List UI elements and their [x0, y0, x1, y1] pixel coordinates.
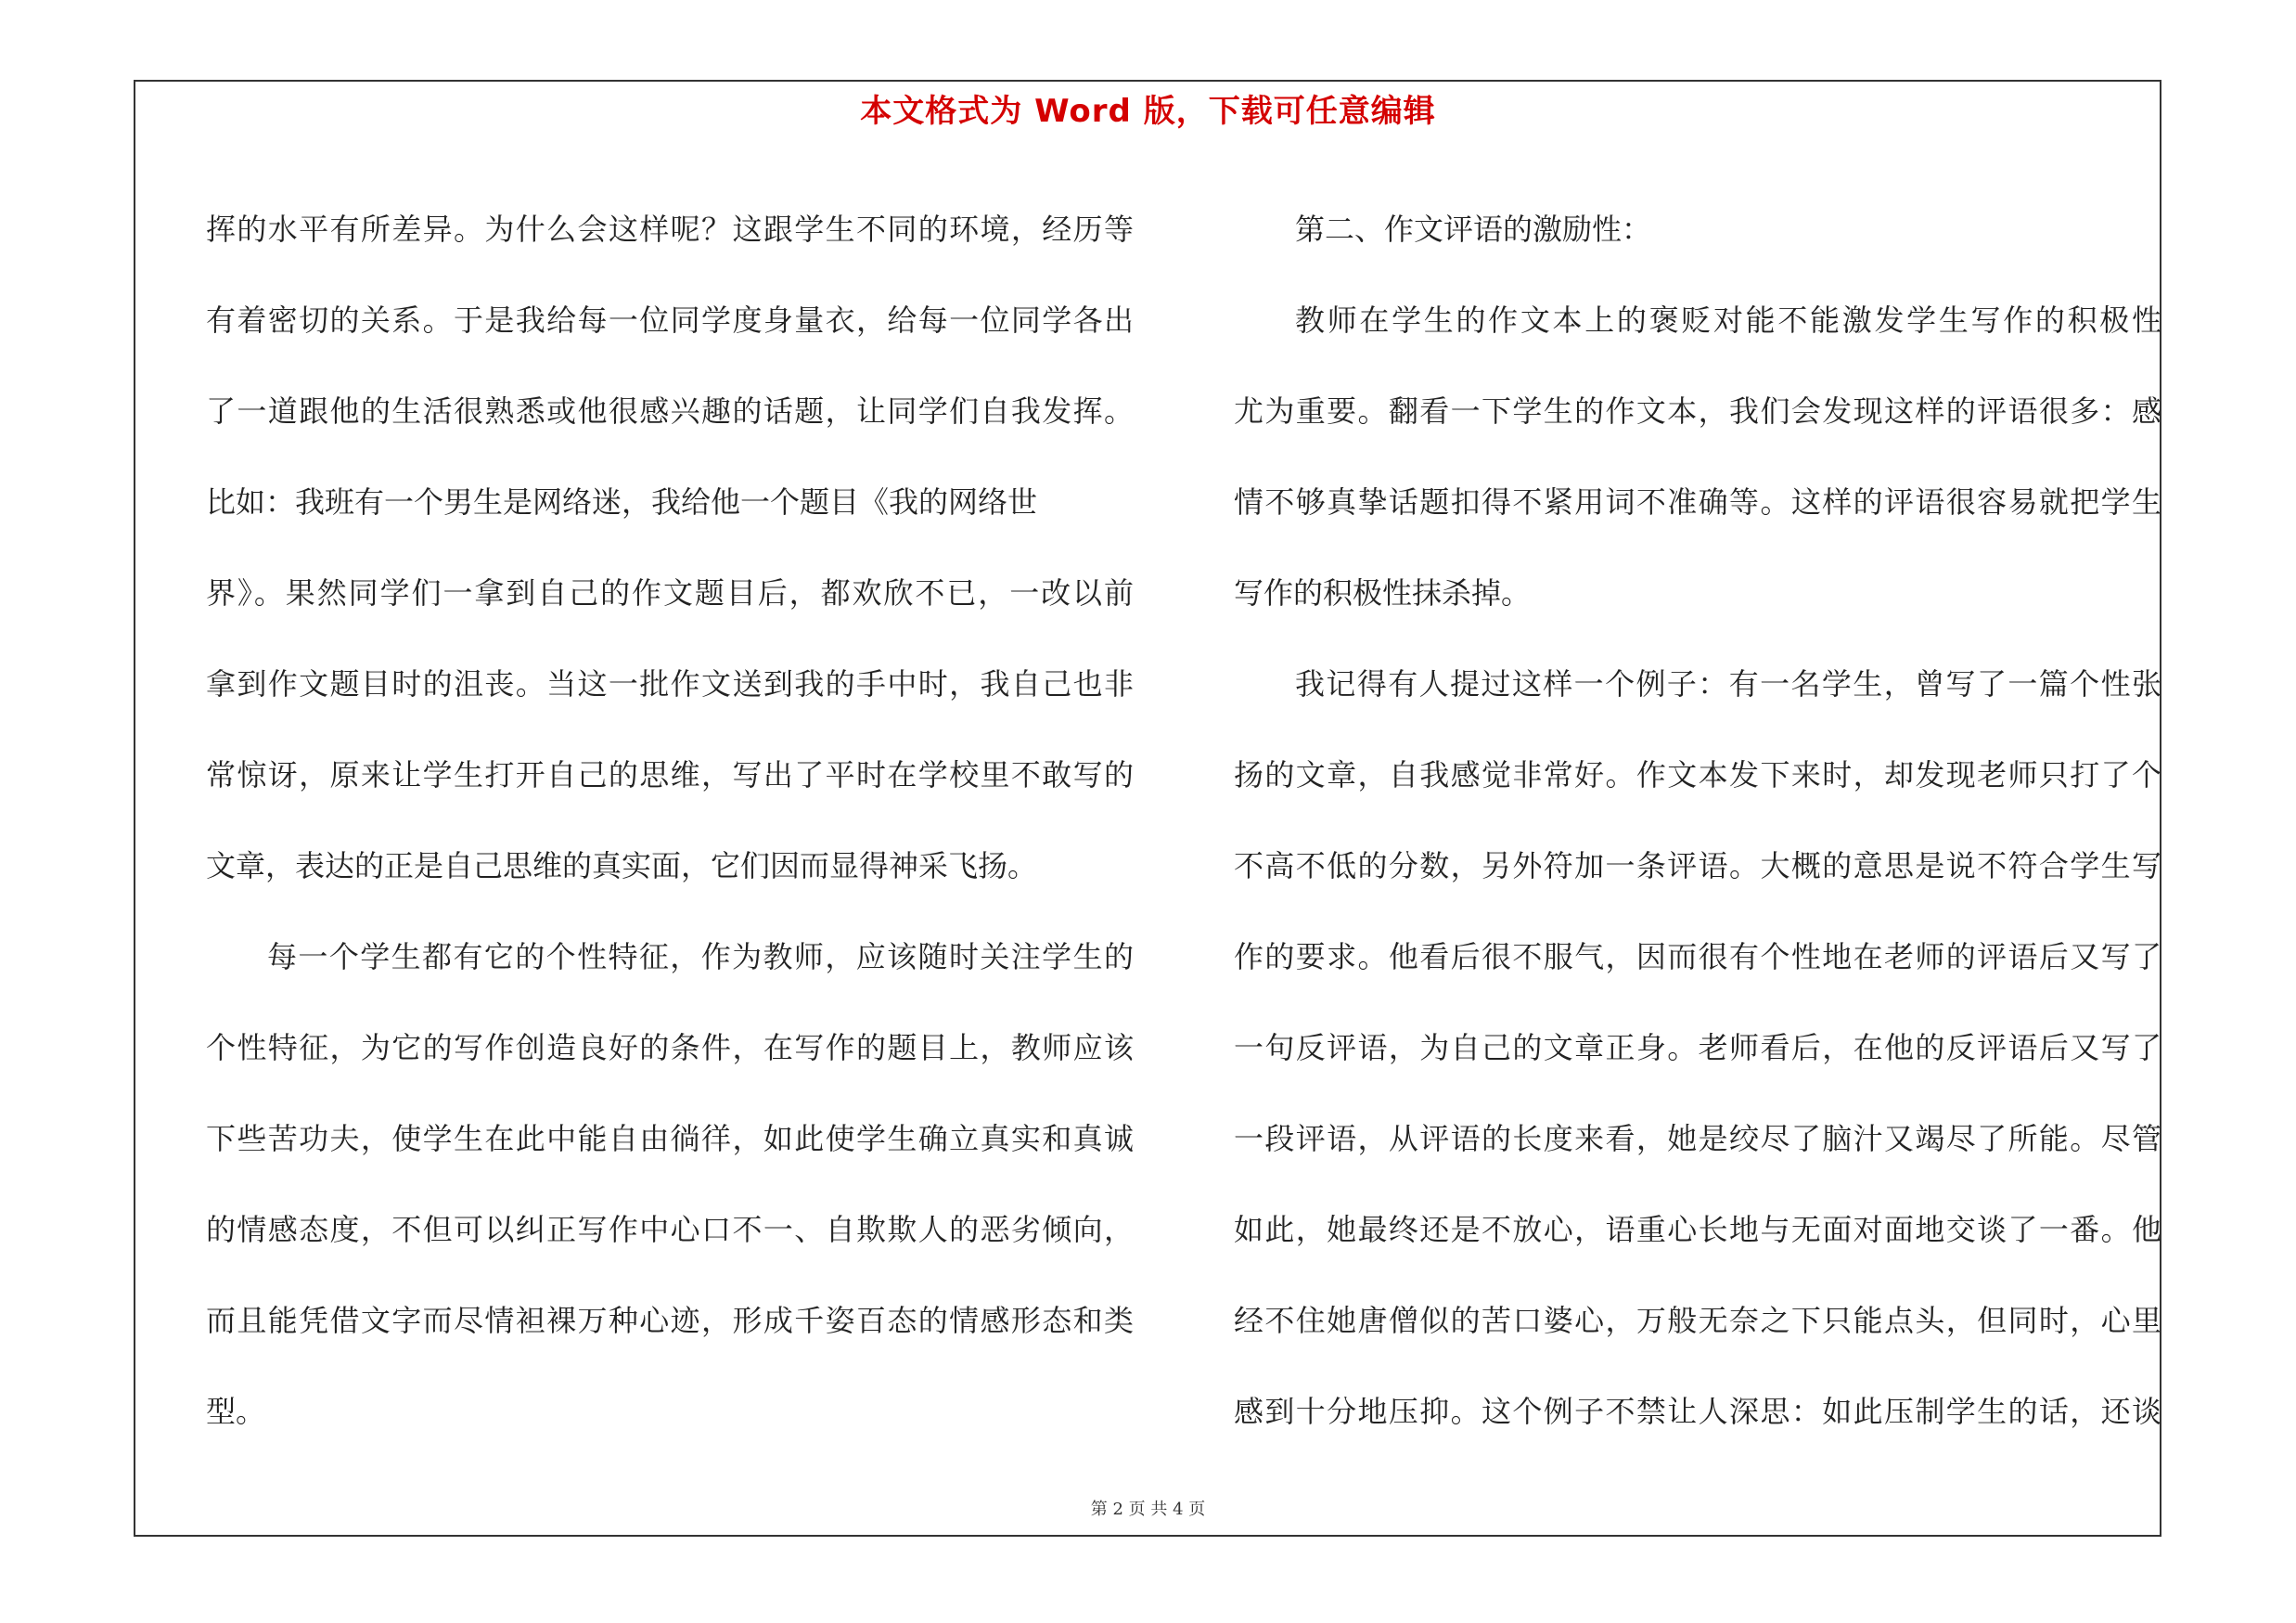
right-column	[1234, 184, 2161, 1457]
text-line: 经不住她唐僧似的苦口婆心，万般无奈之下只能点头，但同时，心里	[1234, 1303, 2161, 1338]
text-line: 尤为重要。翻看一下学生的作文本，我们会发现这样的评语很多：感	[1234, 393, 2161, 429]
text-line: 扬的文章，自我感觉非常好。作文本发下来时，却发现老师只打了个	[1234, 757, 2161, 792]
format-banner: 本文格式为 Word 版，下载可任意编辑	[860, 93, 1436, 130]
text-line: 的情感态度，不但可以纠正写作中心口不一、自欺欺人的恶劣倾向，	[206, 1212, 1134, 1247]
text-line: 拿到作文题目时的沮丧。当这一批作文送到我的手中时，我自己也非	[206, 666, 1134, 702]
section-heading: 第二、作文评语的激励性：	[1295, 212, 1652, 247]
text-line: 我记得有人提过这样一个例子：有一名学生，曾写了一篇个性张	[1295, 666, 2161, 702]
text-line: 挥的水平有所差异。为什么会这样呢？这跟学生不同的环境，经历等	[206, 212, 1134, 247]
text-line: 每一个学生都有它的个性特征，作为教师，应该随时关注学生的	[267, 939, 1134, 974]
text-line: 常惊讶，原来让学生打开自己的思维，写出了平时在学校里不敢写的	[206, 757, 1134, 792]
text-line: 型。	[206, 1394, 266, 1429]
text-line: 下些苦功夫，使学生在此中能自由徜徉，如此使学生确立真实和真诚	[206, 1121, 1134, 1156]
text-line: 教师在学生的作文本上的褒贬对能不能激发学生写作的积极性	[1295, 303, 2161, 338]
text-line: 不高不低的分数，另外符加一条评语。大概的意思是说不符合学生写	[1234, 848, 2161, 883]
text-line: 比如：我班有一个男生是网络迷，我给他一个题目《我的网络世	[206, 484, 1038, 520]
text-line: 了一道跟他的生活很熟悉或他很感兴趣的话题，让同学们自我发挥。	[206, 393, 1134, 429]
text-line: 而且能凭借文字而尽情袒裸万种心迹，形成千姿百态的情感形态和类	[206, 1303, 1134, 1338]
text-line: 个性特征，为它的写作创造良好的条件，在写作的题目上，教师应该	[206, 1030, 1134, 1065]
left-column	[206, 184, 1134, 1457]
text-line: 作的要求。他看后很不服气，因而很有个性地在老师的评语后又写了	[1234, 939, 2161, 974]
text-line: 文章，表达的正是自己思维的真实面，它们因而显得神采飞扬。	[206, 848, 1038, 883]
page-number-footer: 第 2 页 共 4 页	[1090, 1500, 1206, 1519]
text-line: 界》。果然同学们一拿到自己的作文题目后，都欢欣不已，一改以前	[206, 575, 1134, 611]
text-line: 写作的积极性抹杀掉。	[1234, 575, 1532, 611]
text-line: 有着密切的关系。于是我给每一位同学度身量衣，给每一位同学各出	[206, 303, 1134, 338]
text-line: 一段评语，从评语的长度来看，她是绞尽了脑汁又竭尽了所能。尽管	[1234, 1121, 2161, 1156]
text-line: 情不够真挚话题扣得不紧用词不准确等。这样的评语很容易就把学生	[1234, 484, 2161, 520]
text-line: 感到十分地压抑。这个例子不禁让人深思：如此压制学生的话，还谈	[1234, 1394, 2161, 1429]
text-line: 一句反评语，为自己的文章正身。老师看后，在他的反评语后又写了	[1234, 1030, 2161, 1065]
text-line: 如此，她最终还是不放心，语重心长地与无面对面地交谈了一番。他	[1234, 1212, 2161, 1247]
